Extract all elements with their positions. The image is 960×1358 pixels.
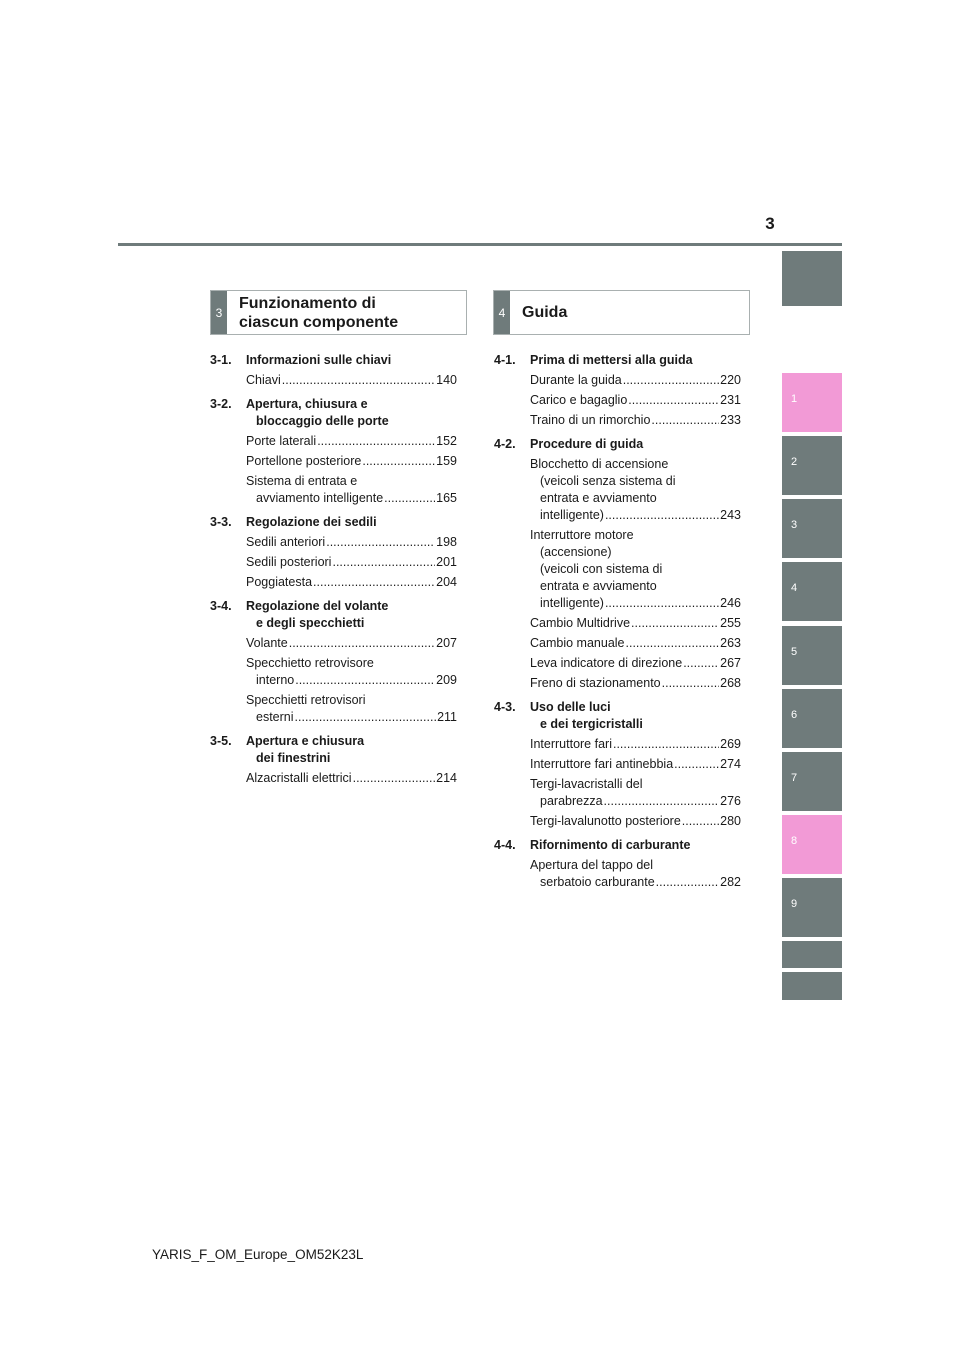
dot-leader — [295, 672, 435, 689]
chapter-tab-7[interactable] — [782, 752, 842, 811]
section-header-3 — [210, 290, 467, 335]
toc-entry-text: intelligente) — [540, 508, 604, 522]
toc-entry[interactable] — [530, 675, 741, 692]
dot-leader — [631, 615, 719, 632]
chapter-tab-blank[interactable] — [782, 251, 842, 306]
toc-entry[interactable] — [530, 857, 741, 891]
dot-leader — [313, 574, 435, 591]
toc-entry-page[interactable]: 269 — [720, 737, 741, 751]
toc-entry[interactable] — [246, 635, 457, 652]
toc-entry-page[interactable]: 140 — [436, 373, 457, 387]
toc-entry[interactable] — [530, 456, 741, 524]
toc-entry[interactable] — [246, 554, 457, 571]
toc-entry-page[interactable]: 220 — [720, 373, 741, 387]
toc-entry-text: Specchietti retrovisori — [246, 693, 366, 707]
toc-entry-page[interactable]: 280 — [720, 814, 741, 828]
dot-leader — [656, 874, 719, 891]
dot-leader — [682, 813, 719, 830]
toc-entry[interactable] — [530, 392, 741, 409]
toc-entry-text: Sedili posteriori — [246, 555, 332, 569]
dot-leader — [317, 433, 435, 450]
chapter-tab-2[interactable] — [782, 436, 842, 495]
toc-entry-text: Portellone posteriore — [246, 454, 362, 468]
toc-entry-text: esterni — [256, 710, 294, 724]
chapter-tab-1[interactable] — [782, 373, 842, 432]
toc-entry[interactable] — [530, 776, 741, 810]
chapter-tab-5[interactable] — [782, 626, 842, 685]
toc-entry-page[interactable]: 209 — [436, 673, 457, 687]
subsection-number: 4-4. — [494, 838, 516, 852]
toc-entry[interactable] — [246, 534, 457, 551]
dot-leader — [289, 635, 435, 652]
toc-entry-page[interactable]: 207 — [436, 636, 457, 650]
toc-entry-text: Sedili anteriori — [246, 535, 326, 549]
toc-entry-text: Interruttore motore — [530, 528, 634, 542]
dot-leader — [353, 770, 436, 787]
section-header-4 — [493, 290, 750, 335]
toc-entry-page[interactable]: 211 — [437, 710, 457, 724]
toc-entry[interactable] — [246, 372, 457, 389]
subsection-title: Regolazione dei sedili — [246, 515, 377, 529]
subsection-title: Procedure di guida — [530, 437, 644, 451]
dot-leader — [651, 412, 719, 429]
toc-entry-page[interactable]: 274 — [720, 757, 741, 771]
toc-column-3 — [210, 352, 457, 787]
toc-entry-page[interactable]: 267 — [720, 656, 741, 670]
subsection-heading — [494, 837, 741, 854]
subsection-title: Rifornimento di carburante — [530, 838, 691, 852]
toc-entry-page[interactable]: 198 — [436, 535, 457, 549]
toc-entry-page[interactable]: 263 — [720, 636, 741, 650]
toc-column-4 — [494, 352, 741, 891]
subsection-number: 3-2. — [210, 397, 232, 411]
toc-entry-page[interactable]: 214 — [436, 771, 457, 785]
toc-entry-text: Volante — [246, 636, 288, 650]
subsection-title: Apertura, chiusura e bloccaggio delle porte — [246, 397, 389, 428]
subsection-title: Regolazione del volante e degli specchietti — [246, 599, 389, 630]
toc-entry-text: Traino di un rimorchio — [530, 413, 651, 427]
toc-entry-text: (veicoli senza sistema di — [540, 474, 676, 488]
toc-entry[interactable] — [246, 655, 457, 689]
toc-entry-page[interactable]: 233 — [720, 413, 741, 427]
toc-entry-text: Tergi-lavalunotto posteriore — [530, 814, 681, 828]
chapter-tab-blank[interactable] — [782, 941, 842, 968]
chapter-tab-label: 1 — [791, 393, 798, 405]
toc-entry-text: avviamento intelligente — [256, 491, 384, 505]
toc-entry-page[interactable]: 204 — [436, 575, 457, 589]
subsection-heading — [210, 352, 457, 369]
subsection-number: 3-5. — [210, 734, 232, 748]
toc-entry-page[interactable]: 276 — [720, 794, 741, 808]
subsection-title: Informazioni sulle chiavi — [246, 353, 392, 367]
toc-entry-text: serbatoio carburante — [540, 875, 655, 889]
toc-entry-page[interactable]: 201 — [436, 555, 457, 569]
dot-leader — [605, 595, 719, 612]
toc-entry-text: Leva indicatore di direzione — [530, 656, 683, 670]
toc-entry-text: Interruttore fari antinebbia — [530, 757, 674, 771]
subsection-title: Prima di mettersi alla guida — [530, 353, 693, 367]
chapter-tab-label: 2 — [791, 456, 798, 468]
toc-entry-text: intelligente) — [540, 596, 604, 610]
dot-leader — [332, 554, 435, 571]
dot-leader — [613, 736, 719, 753]
toc-entry[interactable] — [246, 574, 457, 591]
chapter-tab-label: 6 — [791, 709, 798, 721]
toc-entry-page[interactable]: 152 — [436, 434, 457, 448]
chapter-tab-label: 5 — [791, 646, 798, 658]
chapter-tab-3[interactable] — [782, 499, 842, 558]
toc-entry[interactable] — [530, 736, 741, 753]
toc-entry-text: Tergi-lavacristalli del — [530, 777, 643, 791]
subsection-title: Apertura e chiusura dei finestrini — [246, 734, 365, 765]
toc-entry-page[interactable]: 246 — [720, 596, 741, 610]
subsection-heading — [494, 352, 741, 369]
dot-leader — [362, 453, 435, 470]
toc-entry-text: (veicoli con sistema di — [540, 562, 663, 576]
toc-entry[interactable] — [530, 635, 741, 652]
chapter-tab-blank[interactable] — [782, 972, 842, 1000]
chapter-tab-label: 8 — [791, 835, 798, 847]
subsection-number: 3-3. — [210, 515, 232, 529]
toc-entry-text: Interruttore fari — [530, 737, 612, 751]
chapter-tab-9[interactable] — [782, 878, 842, 937]
toc-entry[interactable] — [530, 527, 741, 612]
toc-entry-text: Cambio Multidrive — [530, 616, 631, 630]
section-title: Funzionamento di ciascun componente — [239, 295, 399, 331]
toc-entry[interactable] — [530, 412, 741, 429]
chapter-tab-6[interactable] — [782, 689, 842, 748]
toc-entry[interactable] — [530, 813, 741, 830]
dot-leader — [282, 372, 435, 389]
dot-leader — [605, 507, 719, 524]
toc-entry-text: Freno di stazionamento — [530, 676, 661, 690]
toc-entry[interactable] — [246, 453, 457, 470]
toc-entry[interactable] — [246, 473, 457, 507]
dot-leader — [628, 392, 719, 409]
toc-entry-text: Cambio manuale — [530, 636, 625, 650]
subsection-heading — [210, 396, 457, 430]
section-title: Guida — [522, 304, 568, 321]
subsection-number: 4-2. — [494, 437, 516, 451]
toc-entry-page[interactable]: 231 — [720, 393, 741, 407]
chapter-tab-8[interactable] — [782, 815, 842, 874]
dot-leader — [683, 655, 719, 672]
chapter-tab-label: 7 — [791, 772, 798, 784]
header-rule — [118, 243, 842, 246]
subsection-heading — [494, 699, 741, 733]
toc-entry-text: entrata e avviamento — [540, 491, 657, 505]
toc-entry[interactable] — [246, 770, 457, 787]
subsection-number: 4-1. — [494, 353, 516, 367]
toc-entry-text: Porte laterali — [246, 434, 317, 448]
subsection-number: 3-1. — [210, 353, 232, 367]
subsection-number: 4-3. — [494, 700, 516, 714]
toc-entry[interactable] — [246, 692, 457, 726]
toc-entry-text: interno — [256, 673, 295, 687]
subsection-heading — [210, 733, 457, 767]
footer-code: YARIS_F_OM_Europe_OM52K23L — [152, 1247, 364, 1262]
dot-leader — [662, 675, 720, 692]
page-number: 3 — [765, 214, 775, 233]
toc-entry-text: Alzacristalli elettrici — [246, 771, 352, 785]
toc-entry[interactable] — [246, 433, 457, 450]
toc-entry-text: (accensione) — [540, 545, 612, 559]
toc-entry-text: entrata e avviamento — [540, 579, 657, 593]
toc-entry-text: Carico e bagaglio — [530, 393, 628, 407]
toc-entry-text: parabrezza — [540, 794, 603, 808]
chapter-tab-label: 3 — [791, 519, 798, 531]
toc-entry[interactable] — [530, 756, 741, 773]
dot-leader — [623, 372, 719, 389]
subsection-heading — [210, 598, 457, 632]
toc-entry-page[interactable]: 282 — [720, 875, 741, 889]
toc-entry-page[interactable]: 243 — [720, 508, 741, 522]
toc-entry-text: Poggiatesta — [246, 575, 313, 589]
toc-entry[interactable] — [530, 615, 741, 632]
dot-leader — [626, 635, 720, 652]
subsection-number: 3-4. — [210, 599, 232, 613]
toc-entry-text: Sistema di entrata e — [246, 474, 358, 488]
toc-entry-text: Apertura del tappo del — [530, 858, 654, 872]
section-number: 3 — [211, 291, 227, 334]
section-number: 4 — [494, 291, 510, 334]
toc-entry-page[interactable]: 255 — [720, 616, 741, 630]
toc-entry-page[interactable]: 159 — [436, 454, 457, 468]
toc-entry-page[interactable]: 268 — [720, 676, 741, 690]
dot-leader — [326, 534, 435, 551]
toc-entry[interactable] — [530, 372, 741, 389]
subsection-title: Uso delle luci e dei tergicristalli — [530, 700, 643, 731]
toc-entry-text: Blocchetto di accensione — [530, 457, 669, 471]
dot-leader — [295, 709, 437, 726]
toc-entry[interactable] — [530, 655, 741, 672]
dot-leader — [604, 793, 720, 810]
subsection-heading — [210, 514, 457, 531]
toc-entry-text: Specchietto retrovisore — [246, 656, 374, 670]
dot-leader — [384, 490, 435, 507]
chapter-tab-label: 9 — [791, 898, 798, 910]
subsection-heading — [494, 436, 741, 453]
chapter-tab-label: 4 — [791, 582, 798, 594]
toc-entry-text: Durante la guida — [530, 373, 622, 387]
toc-entry-page[interactable]: 165 — [436, 491, 457, 505]
chapter-tab-4[interactable] — [782, 562, 842, 621]
dot-leader — [674, 756, 719, 773]
toc-entry-text: Chiavi — [246, 373, 281, 387]
